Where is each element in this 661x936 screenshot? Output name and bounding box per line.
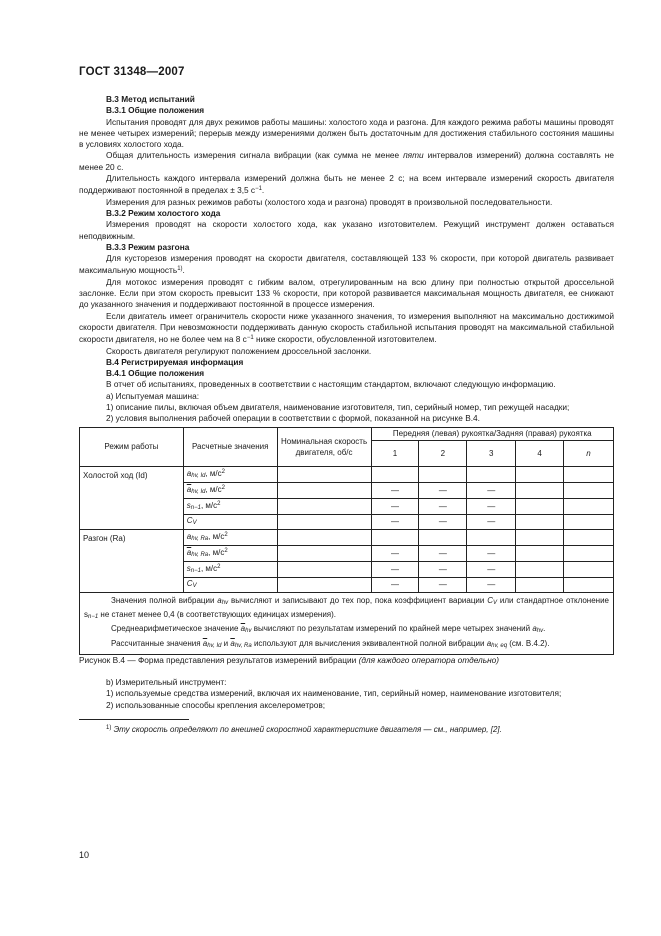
section-b3-heading: В.3 Метод испытаний xyxy=(106,94,195,104)
value-label: sn−1, $м/с^2$ xyxy=(183,498,277,514)
document-header: ГОСТ 31348—2007 xyxy=(79,66,185,78)
table-notes xyxy=(80,592,614,654)
paragraph: Для мотокос измерения проводят с гибким валом, отрегулированным на всю длину при полностью открытой дроссельной заслонке. Если при этом скорость превысит 133 % скорости, при которой развивается максимальная мощность двигателя, ее снижают до указанного значения и поддерживают постоянной в процессе измерения. xyxy=(79,276,614,310)
value-label: ahv, Id, $м/с^2$ xyxy=(183,466,277,482)
page-number: 10 xyxy=(79,850,90,860)
value-label: sn−1, $м/с^2$ xyxy=(183,561,277,577)
paragraph: В отчет об испытаниях, проведенных в соответствии с настоящим стандартом, включают следующую информацию. xyxy=(106,379,556,390)
section-b3-1-heading: В.3.1 Общие положения xyxy=(106,105,205,116)
table-row: $\overline{a}hv$, Id, $м/с^2$ — — — xyxy=(80,482,614,498)
header-col-1: 1 xyxy=(371,440,419,466)
table-row: sn−1, $м/с^2$ — — — xyxy=(80,498,614,514)
table-row xyxy=(80,466,614,482)
list-item: а) Испытуемая машина: xyxy=(106,390,200,401)
table-row xyxy=(80,529,614,545)
section-b3-2-heading: В.3.2 Режим холостого хода xyxy=(106,207,221,218)
value-label: ahv, Ra, $м/с^2$ xyxy=(183,529,277,545)
mode-idle: Холостой ход (Id) xyxy=(80,466,184,529)
mode-race: Разгон (Ra) xyxy=(80,529,184,592)
figure-caption: Рисунок В.4 — Форма представления результатов измерений вибрации (для каждого оператора отдельно) xyxy=(79,654,500,665)
section-b3-3-heading: В.3.3 Режим разгона xyxy=(106,241,190,252)
value-label: $\overline{a}hv$, Ra, $м/с^2$ xyxy=(183,545,277,561)
paragraph: Измерения проводят на скорости холостого хода, как указано изготовителем. Режущий инструмент должен оставаться неподвижным. xyxy=(79,219,614,241)
section-b4-1-heading: В.4.1 Общие положения xyxy=(106,368,205,379)
table-header-row xyxy=(80,427,614,440)
paragraph: Общая длительность измерения сигнала вибрации (как сумма не менее пяти интервалов измерений) должна составлять не менее 20 с. xyxy=(79,150,614,172)
header-col-2: 2 xyxy=(419,440,467,466)
header-col-4: 4 xyxy=(516,440,564,466)
table-note: Среднеарифметическое значение $\overline{a}hv$ вычисляют по результатам измерений по крайней мере четырех значений ahv. xyxy=(111,624,546,635)
section-b4-heading: В.4 Регистрируемая информация xyxy=(106,356,244,367)
header-handles: Передняя (левая) рукоятка/Задняя (правая) рукоятка xyxy=(371,427,613,440)
list-item: 2) использованные способы крепления акселерометров; xyxy=(106,699,326,710)
list-item: 2) условия выполнения рабочей операции в соответствии с формой, показанной на рисунке В.4. xyxy=(106,413,480,424)
paragraph: Измерения для разных режимов работы (холостого хода и разгона) проводят в произвольной последовательности. xyxy=(106,196,553,207)
table-note: Значения полной вибрации ahv вычисляют и записывают до тех пор, пока коэффициент вариации CV или стандартное отклонение sn−1 не станет менее 0,4 (в соответствующих единицах измерения). xyxy=(84,595,609,620)
paragraph: Если двигатель имеет ограничитель скорости ниже указанного значения, то измерения выполняют на максимально достижимой скорости двигателя. При невозможности поддерживать данную скорость стабильной испытания проводят на максимальной стабильной скорости двигателя, но не более чем на 8 $с^{-1}$ ниже скорости, обусловленной изготовителем. xyxy=(79,310,614,345)
table-row: $\overline{a}hv$, Ra, $м/с^2$ — — — xyxy=(80,545,614,561)
paragraph: Длительность каждого интервала измерений должна быть не менее 2 с; на всем интервале измерений скорость двигателя поддерживают постоянной в пределах ± 3,5 $с^{-1}$. xyxy=(79,173,614,196)
header-mode: Режим работы xyxy=(80,427,184,466)
value-label: CV xyxy=(183,514,277,529)
table-notes-row xyxy=(80,592,614,654)
header-col-3: 3 xyxy=(467,440,516,466)
list-item: 1) используемые средства измерений, включая их наименование, тип, серийный номер, наименование изготовителя; xyxy=(106,688,562,699)
header-speed: Номинальная скорость двигателя, об/с xyxy=(277,427,371,466)
table-row: CV — — — xyxy=(80,514,614,529)
table-row: sn−1, $м/с^2$ — — — xyxy=(80,561,614,577)
paragraph: Скорость двигателя регулируют положением дроссельной заслонки. xyxy=(106,345,372,356)
footnote-divider xyxy=(79,719,189,720)
header-col-n: n xyxy=(564,440,614,466)
paragraph: Для кусторезов измерения проводят на скорости двигателя, составляющей 133 % скорости, при которой двигатель развивает максимальную мощность$^{1)}$. xyxy=(79,253,614,276)
list-item: 1) описание пилы, включая объем двигателя, наименование изготовителя, тип, серийный номер, тип режущей насадки; xyxy=(106,402,570,413)
value-label: CV xyxy=(183,577,277,592)
header-values: Расчетные значения xyxy=(183,427,277,466)
footnote: $^{1)}$ Эту скорость определяют по внешней скоростной характеристике двигателя — см., например, [2]. xyxy=(106,724,502,734)
value-label: $\overline{a}hv$, Id, $м/с^2$ xyxy=(183,482,277,498)
table-note: Рассчитанные значения $\overline{a}hv$, Id и $\overline{a}hv$, Ra используют для вычисления эквивалентной полной вибрации ahv, eq (см. В.4.2). xyxy=(111,638,550,649)
page-content xyxy=(79,94,614,735)
table-row: CV — — — xyxy=(80,577,614,592)
list-item: b) Измерительный инструмент: xyxy=(106,677,227,688)
paragraph: Испытания проводят для двух режимов работы машины: холостого хода и разгона. Для каждого режима работы машины проводят не менее четырех измерений; перерыв между измерениями должен быть достаточным для достижения стабильного состояния машины в условиях холостого хода. xyxy=(79,116,614,150)
measurement-form-table xyxy=(79,427,614,655)
